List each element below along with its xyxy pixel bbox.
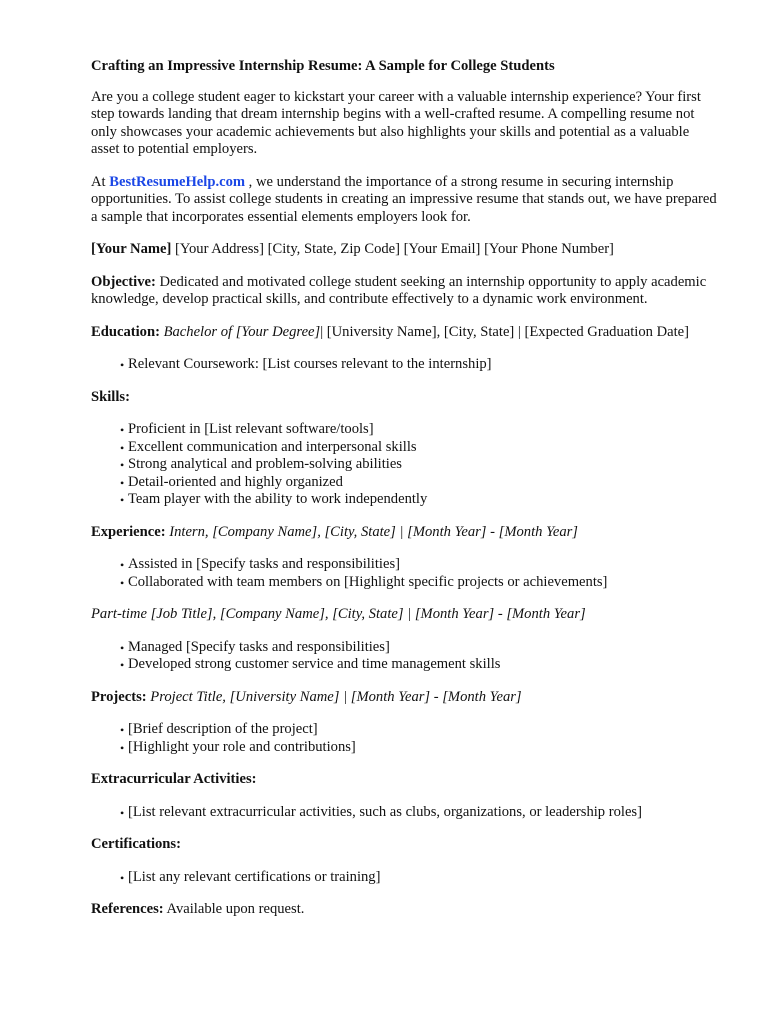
bullet-icon: •: [120, 805, 125, 820]
projects-section: [91, 689, 721, 707]
bullet-icon: •: [120, 493, 125, 507]
certifications-list: [91, 869, 721, 887]
document-title: Crafting an Impressive Internship Resume: A Sample for College Students: [91, 58, 555, 74]
references-label: References:: [91, 901, 164, 917]
education-degree: Bachelor of [Your Degree]: [163, 323, 321, 340]
list-item: [120, 574, 721, 592]
list-item: [120, 869, 721, 887]
projects-list: [91, 721, 721, 756]
experience-label: Experience:: [91, 523, 166, 540]
bestresumehelp-link[interactable]: BestResumeHelp.com: [109, 173, 246, 190]
projects-title: Project Title, [University Name] | [Month Year] - [Month Year]: [150, 688, 522, 705]
bullet-icon: •: [120, 723, 125, 737]
list-item-text: Detail-oriented and highly organized: [128, 473, 343, 490]
bullet-icon: •: [120, 423, 125, 437]
list-item: [120, 491, 721, 509]
site-paragraph: [91, 174, 721, 227]
list-item: [120, 439, 721, 457]
list-item-text: Assisted in [Specify tasks and responsibilities]: [128, 556, 400, 572]
list-item: [120, 421, 721, 439]
bullet-icon: •: [120, 558, 125, 572]
objective-section: [91, 274, 721, 309]
list-item: [120, 739, 721, 757]
contact-placeholder: [Your Address] [City, State, Zip Code] [Your Email] [Your Phone Number]: [171, 241, 614, 257]
objective-text: Dedicated and motivated college student seeking an internship opportunity to apply academic knowledge, develop practical skills, and contribute effectively to a dynamic work environment.: [91, 273, 707, 307]
header-line: [91, 241, 721, 259]
references-text: Available upon request.: [163, 901, 305, 917]
objective-label: Objective:: [91, 273, 156, 290]
list-item-text: Collaborated with team members on [Highlight specific projects or achievements]: [128, 573, 608, 590]
experience-job2: Part-time [Job Title], [Company Name], [City, State] | [Month Year] - [Month Year]: [91, 606, 586, 622]
education-section: [91, 324, 721, 342]
list-item-text: [List relevant extracurricular activities, such as clubs, organizations, or leadership roles]: [128, 803, 642, 820]
experience-job2-list: [91, 639, 721, 674]
references-section: [91, 901, 721, 919]
list-item: [120, 656, 721, 674]
list-item-text: [Brief description of the project]: [128, 721, 318, 737]
name-placeholder: [Your Name]: [91, 241, 172, 257]
list-item-text: Proficient in [List relevant software/tools]: [128, 421, 374, 437]
experience-section: [91, 524, 721, 542]
list-item-text: Managed [Specify tasks and responsibilities]: [128, 638, 390, 655]
bullet-icon: •: [120, 658, 125, 672]
list-item: [120, 804, 721, 822]
list-item: [120, 456, 721, 474]
site-paragraph-prefix: At: [91, 173, 110, 190]
skills-label: Skills:: [91, 388, 130, 405]
bullet-icon: •: [120, 640, 125, 655]
bullet-icon: •: [120, 575, 125, 590]
education-list: [91, 356, 721, 374]
document-page: [91, 58, 721, 934]
list-item-text: Developed strong customer service and time management skills: [128, 656, 501, 672]
list-item: [120, 556, 721, 574]
experience-job1: Intern, [Company Name], [City, State] | [Month Year] - [Month Year]: [169, 523, 578, 540]
experience-job1-list: [91, 556, 721, 591]
bullet-icon: •: [120, 440, 125, 455]
list-item-text: Relevant Coursework: [List courses relevant to the internship]: [128, 356, 492, 372]
education-details: | [University Name], [City, State] | [Expected Graduation Date]: [320, 323, 690, 340]
list-item-text: Strong analytical and problem-solving abilities: [128, 456, 402, 472]
bullet-icon: •: [120, 475, 125, 490]
extracurricular-list: [91, 804, 721, 822]
bullet-icon: •: [120, 458, 125, 472]
list-item: [120, 356, 721, 374]
list-item-text: [Highlight your role and contributions]: [128, 738, 356, 755]
bullet-icon: •: [120, 740, 125, 755]
bullet-icon: •: [120, 358, 125, 372]
list-item: [120, 639, 721, 657]
list-item-text: [List any relevant certifications or training]: [128, 868, 381, 885]
site-paragraph-suffix: , we understand the importance of a strong resume in securing internship opportunities. To assist college students in creating an impressive resume that stands out, we have prepared a sample that incorporates essential elements employers look for.: [91, 173, 717, 225]
intro-paragraph: Are you a college student eager to kickstart your career with a valuable internship experience? Your first step towards landing that dream internship begins with a well-crafted resume. A compelling resume not only showcases your academic achievements but also highlights your skills and potential as a valuable asset to potential employers.: [91, 88, 701, 157]
list-item-text: Excellent communication and interpersonal skills: [128, 438, 417, 455]
list-item: [120, 721, 721, 739]
education-label: Education:: [91, 323, 160, 340]
skills-list: [91, 421, 721, 509]
list-item: [120, 474, 721, 492]
bullet-icon: •: [120, 870, 125, 885]
projects-label: Projects:: [91, 688, 147, 705]
list-item-text: Team player with the ability to work independently: [128, 491, 428, 507]
extracurricular-label: Extracurricular Activities:: [91, 771, 257, 787]
certifications-label: Certifications:: [91, 836, 181, 852]
